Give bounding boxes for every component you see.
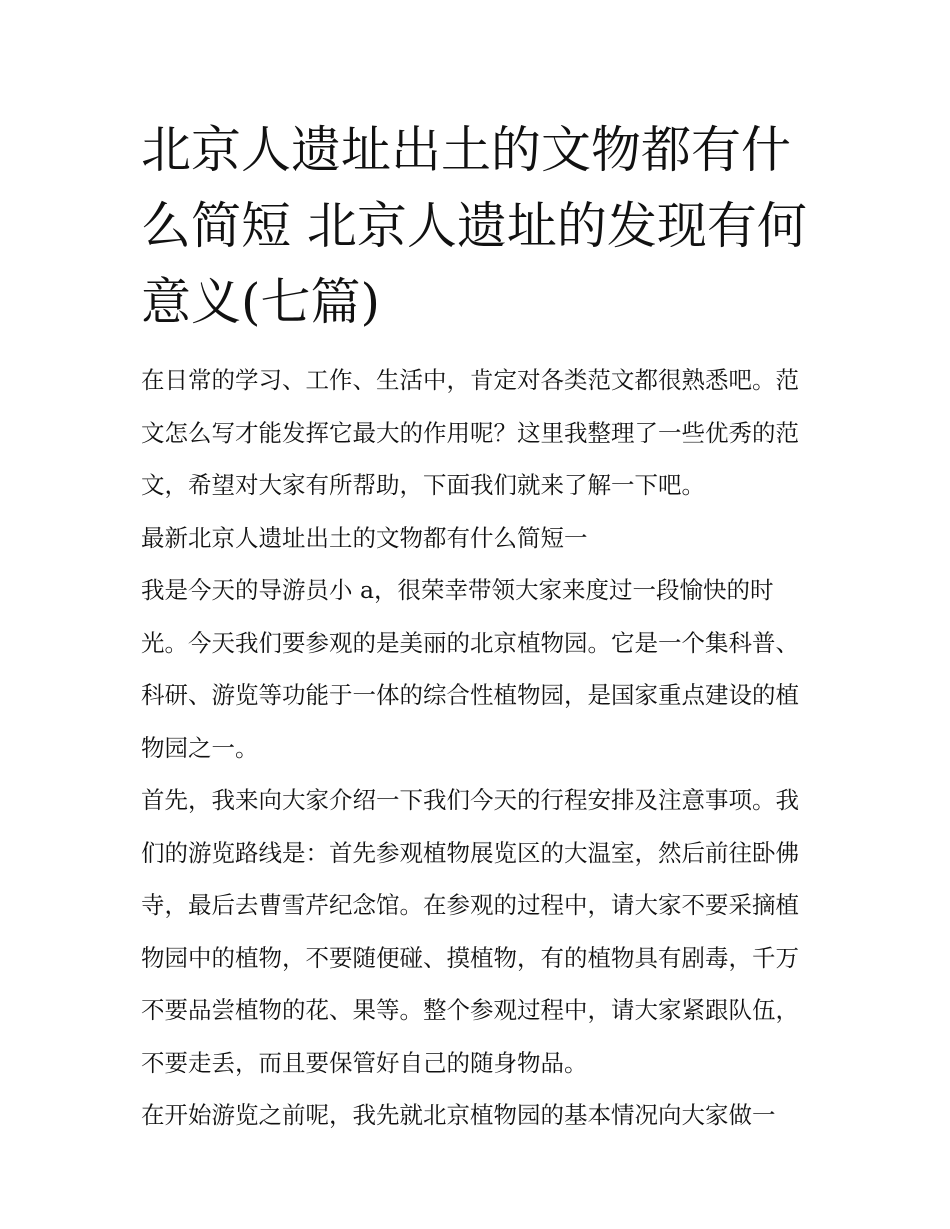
paragraph-overview: 在开始游览之前呢，我先就北京植物园的基本情况向大家做一 — [141, 1101, 776, 1129]
document-body — [141, 112, 813, 1142]
paragraph-intro: 在日常的学习、工作、生活中，肯定对各类范文都很熟悉吧。范文怎么写才能发挥它最大的作用呢？这里我整理了一些优秀的范文，希望对大家有所帮助，下面我们就来了解一下吧。 — [141, 366, 799, 499]
section-heading: 最新北京人遗址出土的文物都有什么简短一 — [141, 523, 588, 552]
paragraph-itinerary: 首先，我来向大家介绍一下我们今天的行程安排及注意事项。我们的游览路线是：首先参观植物展览区的大温室，然后前往卧佛寺，最后去曹雪芹纪念馆。在参观的过程中，请大家不要采摘植物园中的植物，不要随便碰、摸植物，有的植物具有剧毒，千万不要品尝植物的花、果等。整个参观过程中，请大家紧跟队伍，不要走丢，而且要保管好自己的随身物品。 — [141, 786, 799, 1077]
document-title: 北京人遗址出土的文物都有什么简短 北京人遗址的发现有何意义(七篇) — [141, 121, 807, 331]
paragraph-guide-intro: 我是今天的导游员小 a，很荣幸带领大家来度过一段愉快的时光。今天我们要参观的是美丽的北京植物园。它是一个集科普、科研、游览等功能于一体的综合性植物园，是国家重点建设的植物园之一。 — [141, 576, 799, 762]
